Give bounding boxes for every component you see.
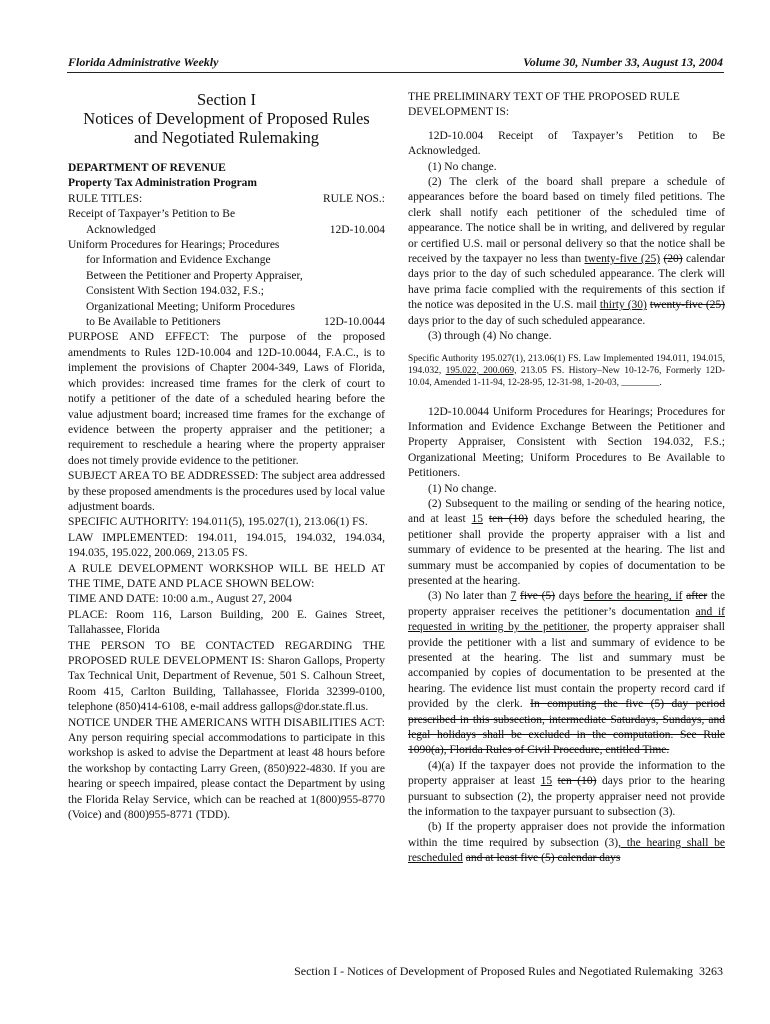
rule2-title-line5: Organizational Meeting; Uniform Procedures [86,300,295,313]
rule2-title-line2: for Information and Evidence Exchange [86,254,271,267]
workshop-paragraph: A RULE DEVELOPMENT WORKSHOP WILL BE HELD AT THE TIME, DATE AND PLACE SHOWN BELOW: [68,562,385,590]
contact-paragraph: THE PERSON TO BE CONTACTED REGARDING THE PROPOSED RULE DEVELOPMENT IS: Sharon Gallops, Property Tax Technical Unit, Department of Revenue, 501 S. Calhoun Street, Room 415, Carlton Building, Tallahassee, Florida 32399-0100, telephone (850)414-6108, e-mail address gallops@dor.state.fl.us. [68,639,385,714]
rule2-heading: 12D-10.0044 Uniform Procedures for Hearings; Procedures for Information and Evidence Exchange Between the Petitioner and Property Appraiser, Consistent with Section 194.032, F.S.; Organizational Meeting; Uniform Procedures to Be Available to Petitioners. [408,405,725,480]
program-heading: Property Tax Administration Program [68,177,258,190]
law-paragraph: LAW IMPLEMENTED: 194.011, 194.015, 194.032, 194.034, 194.035, 195.022, 200.069, 213.05 FS. [68,531,385,560]
rule1-title-line2 [68,223,385,238]
left-column [68,90,385,823]
rule-titles-header [68,192,385,207]
rule2-title-line3: Between the Petitioner and Property Appraiser, [86,269,303,282]
rule-nos-label: RULE NOS.: [323,192,385,205]
rule1-number: 12D-10.004 [329,223,385,236]
subject-paragraph: SUBJECT AREA TO BE ADDRESSED: The subject area addressed by these proposed amendments is the procedures used by local value adjustment boards. [68,470,385,513]
right-column [408,90,725,867]
rule1-title-line1: Receipt of Taxpayer’s Petition to Be [68,208,236,221]
rule1-sub2: (2) The clerk of the board shall prepare a schedule of appearances before the board based on timely filed petitions. The clerk shall notify each petitioner of the scheduled time of appearance. The notice shall be in writing, and delivered by regular or certified U.S. mail or personal delivery so that the notice shall be received by the taxpayer no less than twenty-five (25) (20) calendar days prior to the day of such scheduled appearance. The clerk will have prima facie complied with the requirements of this section if the notice was deposited in the U.S. mail thirty (30) twenty-five (25) days prior to the day of such scheduled appearance. [408,176,726,327]
section-title-line3: and Negotiated Rulemaking [133,128,320,147]
header-publication: Florida Administrative Weekly [68,55,219,69]
section-title-line2: Notices of Development of Proposed Rules [83,109,370,128]
rule2-title-text: to Be Available to Petitioners [86,316,221,329]
time-paragraph: TIME AND DATE: 10:00 a.m., August 27, 2004 [68,593,292,606]
ada-paragraph: NOTICE UNDER THE AMERICANS WITH DISABILITIES ACT: Any person requiring special accommodations to participate in this workshop is asked to advise the Department at least 48 hours before the workshop by contacting Larry Green, (850)922-4830. If you are hearing or speech impaired, please contact the Department by using the Florida Relay Service, which can be reached at 1(800)955-8770 (Voice) and (800)955-8771 (TDD). [68,716,385,822]
header-issue: Volume 30, Number 33, August 13, 2004 [523,55,723,69]
section-title [68,90,385,147]
rule2-number: 12D-10.0044 [323,316,385,329]
section-title-line1: Section I [196,90,257,109]
rule2-sub2: (2) Subsequent to the mailing or sending of the hearing notice, and at least 15 ten (10) days before the scheduled hearing, the petitioner shall provide the property appraiser with a list and summary of evidence to be presented at the hearing. The list and summary must be accompanied by copies of documentation to be presented at the hearing. [408,497,726,587]
rule1-heading: 12D-10.004 Receipt of Taxpayer’s Petition to Be Acknowledged. [408,129,725,158]
rule1-title-text: Acknowledged [86,223,156,236]
rule2-sub4b: (b) If the property appraiser does not provide the information within the time required by subsection (3), the hearing shall be rescheduled and at least five (5) calendar days [408,821,726,865]
rule2-sub4a: (4)(a) If the taxpayer does not provide the information to the property appraiser at least 15 ten (10) days prior to the hearing pursuant to subsection (2), the property appraiser need not provide the information to the taxpayer pursuant to subsection (3). [408,759,726,819]
page-number: 3263 [699,964,723,978]
prelim-heading: THE PRELIMINARY TEXT OF THE PROPOSED RULE DEVELOPMENT IS: [408,91,680,119]
authority-paragraph: SPECIFIC AUTHORITY: 194.011(5), 195.027(1), 213.06(1) FS. [68,516,368,529]
header-rule [67,72,724,73]
rule2-title-line1: Uniform Procedures for Hearings; Procedures [68,239,280,252]
footer-text: Section I - Notices of Development of Proposed Rules and Negotiated Rulemaking [294,964,693,978]
rule1-history: Specific Authority 195.027(1), 213.06(1) FS. Law Implemented 194.011, 194.015, 194.032, 195.022, 200.069, 213.05 FS. History–New 10-12-76, Formerly 12D-10.04, Amended 1-11-94, 12-28-95, 12-31-98, 1-20-03, ________. [408,353,726,388]
rule2-title-line4: Consistent With Section 194.032, F.S.; [86,285,264,298]
rule2-title-line6 [68,315,385,330]
page-footer [294,964,723,979]
purpose-paragraph: PURPOSE AND EFFECT: The purpose of the proposed amendments to Rules 12D-10.004 and 12D-10.0044, F.A.C., is to implement the provisions of Chapter 2004-349, Laws of Florida, which provides: increased time frames for the clerk of court to notify a petitioner of the date of a scheduled hearing before the value adjustment board; increased time frames for the exchange of evidence between the property appraiser and the petitioner; a requirement to reschedule a hearing where the property appraiser does not timely provide evidence to the petitioner. [68,331,385,467]
rule1-sub3: (3) through (4) No change. [428,330,552,343]
rule1-sub1: (1) No change. [428,160,497,173]
place-paragraph: PLACE: Room 116, Larson Building, 200 E. Gaines Street, Tallahassee, Florida [68,608,385,637]
rule-titles-label: RULE TITLES: [68,192,143,205]
rule2-sub1: (1) No change. [428,482,497,495]
rule2-sub3: (3) No later than 7 five (5) days before the hearing, if after the property appraiser receives the petitioner’s documentation and if requested in writing by the petitioner, the property appraiser shall provide the petitioner with a list and summary of evidence to be presented at the hearing. The list and summary must be accompanied by copies of documentation to be presented at the hearing. The evidence list must contain the property record card if provided by the clerk. In computing the five (5) day period prescribed in this subsection, intermediate Saturdays, Sundays, and legal holidays shall be excluded in the computation. See Rule 1090(a), Florida Rules of Civil Procedure, entitled Time. [408,590,725,757]
department-heading: DEPARTMENT OF REVENUE [68,162,226,174]
